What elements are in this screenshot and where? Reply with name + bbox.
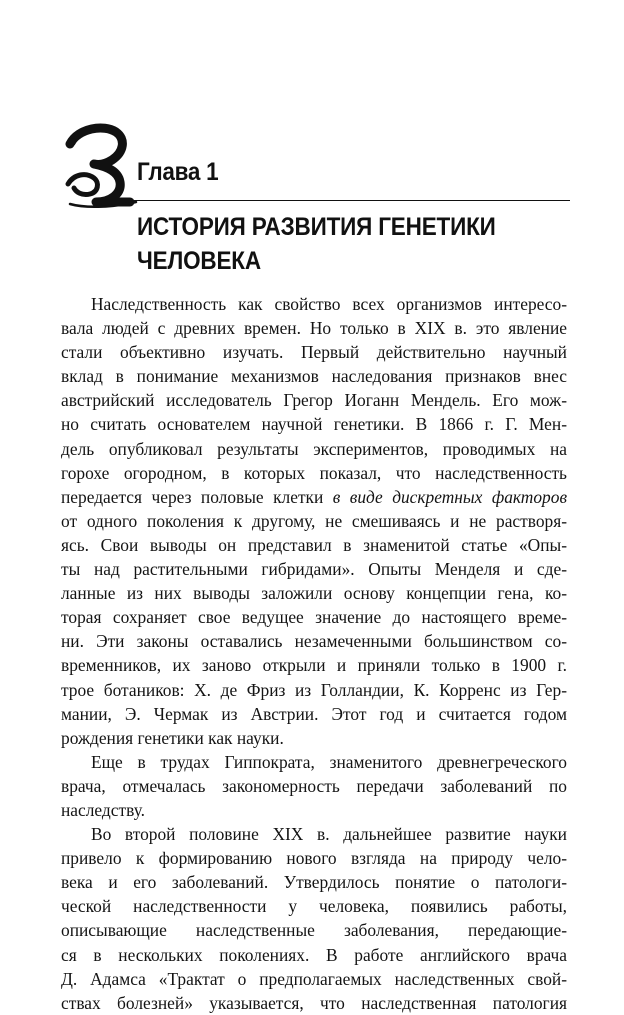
text-line: временников, их заново открыли и приняли только в 1900 г. [61,655,567,676]
text-line: стали объективно изучать. Первый действительно научный [61,342,567,363]
text-line: ся в нескольких поколениях. В работе английского врача [61,944,567,965]
body-text [61,292,567,1015]
chapter-ornament-icon [60,122,138,216]
text-line: ясь. Свои выводы он представил в знаменитой статье «Опы- [61,534,567,555]
text-line: Д. Адамса «Трактат о предполагаемых наследственных свой- [61,968,567,989]
text-line: Во второй половине XIX в. дальнейшее развитие науки [91,824,567,845]
text-line: ланные из них выводы заложили основу концепции гена, ко- [61,583,567,604]
text-line: ствах болезней» указывается, что наследственная патология [61,992,567,1013]
text-line: горохе огородном, в которых показал, что наследственность [61,462,567,483]
text-segment: передается через половые клетки [61,486,324,507]
text-line: вклад в понимание механизмов наследования признаков внес [61,366,567,387]
text-line: австрийский исследователь Грегор Иоганн Мендель. Его мож- [61,390,567,411]
text-line: ни. Эти законы оставались незамеченными большинством со- [61,631,567,652]
text-line: мании, Э. Чермак из Австрии. Этот год и считается годом [61,703,567,724]
text-line: наследству. [61,799,145,820]
text-line: описывающие наследственные заболевания, передающие- [61,920,567,941]
chapter-title [137,210,524,278]
text-line: торая сохраняет свое ведущее значение до настоящего време- [61,607,567,628]
text-line: от одного поколения к другому, не смешиваясь и не растворя- [61,510,567,531]
text-line: ческой наследственности у человека, появились работы, [61,896,567,917]
text-line: века и его заболеваний. Утвердилось понятие о патологи- [61,872,567,893]
text-line: трое ботаников: Х. де Фриз из Голландии, К. Корренс из Гер- [61,679,567,700]
text-line: привело к формированию нового взгляда на природу чело- [61,848,567,869]
text-line: ты над растительными гибридами». Опыты Менделя и сде- [61,559,567,580]
text-line: Наследственность как свойство всех организмов интересо- [91,294,567,314]
text-line: дель опубликовал результаты экспериментов, проводимых на [61,438,567,459]
text-line: врача, отмечалась закономерность передачи заболеваний по [61,775,567,796]
emphasis-text: в виде дискретных факторов [332,486,567,507]
chapter-title-line: ЧЕЛОВЕКА [137,247,261,275]
text-line: но считать основателем научной генетики. В 1866 г. Г. Мен- [61,414,567,435]
chapter-label: Глава 1 [137,158,219,186]
text-line: Еще в трудах Гиппократа, знаменитого древнегреческого [91,751,567,772]
chapter-divider [118,200,570,201]
text-line: вала людей с древних времен. Но только в XIX в. это явление [61,318,567,339]
text-line [61,485,567,509]
text-line: рождения генетики как науки. [61,727,284,748]
chapter-title-line: ИСТОРИЯ РАЗВИТИЯ ГЕНЕТИКИ [137,213,496,241]
